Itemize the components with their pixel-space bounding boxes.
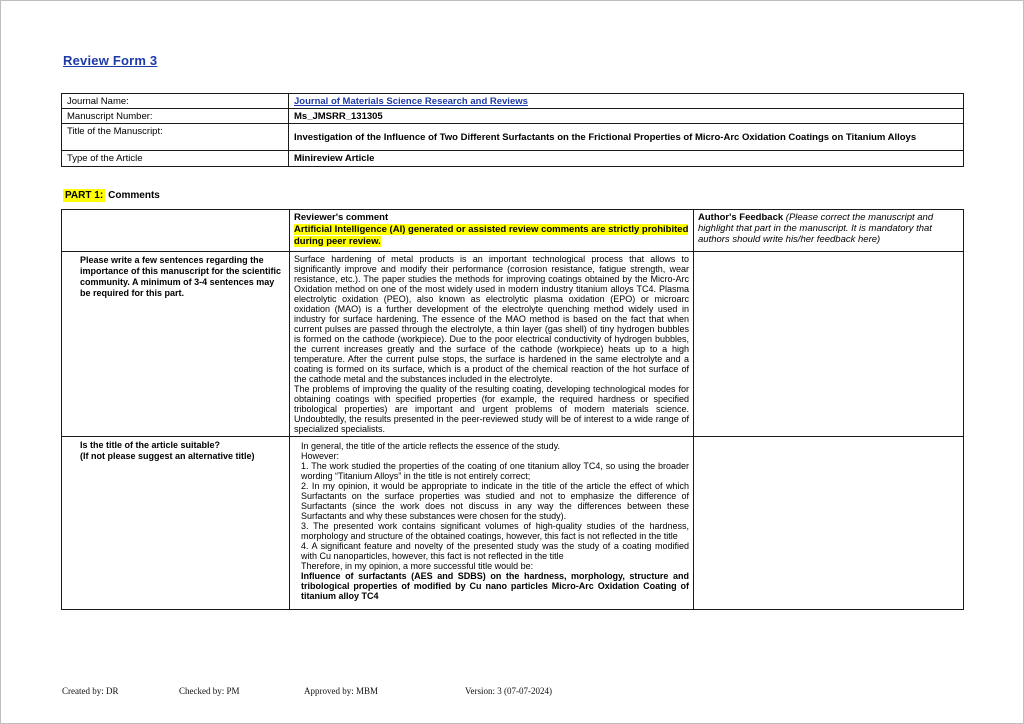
manuscript-number-label: Manuscript Number: [62,109,289,124]
table-header-row [62,210,964,252]
table-row [62,252,964,437]
comment-paragraph: The problems of improving the quality of the resulting coating, developing technological modes for obtaining coatings with specified properties (for example, the required hardness or specified tribological properties) are important and urgent problems of modern materials science. Undoubtedly, the results presented in the peer-reviewed study will be of interest to a wide range of specialized specialists. [294,384,689,434]
author-feedback-cell[interactable] [694,252,964,437]
footer-approved: Approved by: MBM [304,686,378,696]
footer-created: Created by: DR [62,686,119,696]
journal-name-cell [289,94,964,109]
question-line: (If not please suggest an alternative title) [80,451,255,461]
comment-paragraph: 3. The presented work contains significant volumes of high-quality studies of the hardness, morphology and structure of the obtained coatings, however, this fact is not reflected in the title [301,521,689,541]
journal-name-label: Journal Name: [62,94,289,109]
comment-paragraph: Surface hardening of metal products is an important technological process that allows to significantly improve and modify their performance (corrosion resistance, fatigue strength, wear resistance, etc.). The paper studies the methods for improving coatings obtained by the Micro-Arc Oxidation method on one of the most widely used in modern industry titanium alloys TC4. Plasma electrolytic oxidation (PEO), also known as electrolytic plasma oxidation (EPO) or microarc oxidation (MAO) is a further development of the electrolyte quenching method widely used in industry for surface hardening. The essence of the MAO method is based on the fact that when current pulses are passed through the electrolyte, a thin layer (gas shell) of tiny hydrogen bubbles is formed on the cathode (workpiece). Due to the poor electrical conductivity of hydrogen bubbles, the current increases greatly and the surface of the cathode (workpiece) heats up to a high temperature. After the current pulse stops, the surface is hardened in the same electrolyte and a coating is formed on its surface, which is a product of the chemical reaction of the hot surface of the cathode metal and the substances included in the electrolyte. [294,254,689,384]
question-line: Is the title of the article suitable? [80,440,221,450]
author-feedback-note: (Please correct the manuscript and highlight that part in the manuscript. It is mandatory that authors should write his/her feedback here) [698,212,934,245]
suggested-title-paragraph: Influence of surfactants (AES and SDBS) on the hardness, morphology, structure and tribological properties of modified by Cu nano particles Micro-Arc Oxidation Coating of titanium alloy TC4 [301,571,689,601]
comment-paragraph: Therefore, in my opinion, a more successful title would be: [301,561,534,571]
reviewer-comment-header: Reviewer's comment [294,212,389,223]
author-feedback-header: Author's Feedback [698,212,784,223]
comment-paragraph: 4. A significant feature and novelty of the presented study was the study of a coating modified with Cu nanoparticles, however, this fact is not reflected in the title [301,541,689,561]
footer-checked: Checked by: PM [179,686,240,696]
manuscript-number-value: Ms_JMSRR_131305 [289,109,964,124]
comment-paragraph: However: [301,451,340,461]
question-title-suitable [62,437,290,610]
part1-heading [63,190,160,201]
reviewer-comment-title [290,437,694,610]
comment-paragraph: In general, the title of the article reflects the essence of the study. [301,441,560,451]
table-row [62,109,964,124]
footer-version: Version: 3 (07-07-2024) [465,686,552,696]
table-row [62,124,964,151]
journal-name-link[interactable]: Journal of Materials Science Research and Reviews [294,95,528,107]
ai-prohibition-notice: Artificial Intelligence (AI) generated or assisted review comments are strictly prohibited during peer review. [294,223,689,247]
article-type-label: Type of the Article [62,151,289,167]
table-row [62,94,964,109]
header-empty-cell [62,210,290,252]
reviewer-comment-importance [290,252,694,437]
article-type-value: Minireview Article [289,151,964,167]
comment-paragraph: 1. The work studied the properties of the coating of one titanium alloy TC4, so using the broader wording “Titanium Alloys” in the title is not entirely correct; [301,461,689,481]
reviewer-comment-header-cell [290,210,694,252]
author-feedback-cell[interactable] [694,437,964,610]
author-feedback-header-cell [694,210,964,252]
page-title: Review Form 3 [63,53,158,68]
comments-table [61,209,964,610]
table-row [62,437,964,610]
question-importance: Please write a few sentences regarding the importance of this manuscript for the scientific community. A minimum of 3-4 sentences may be required for this part. [62,252,290,437]
table-row [62,151,964,167]
page-footer [1,686,1024,700]
comment-paragraph: 2. In my opinion, it would be appropriate to indicate in the title of the article the effect of which Surfactants on the surface properties was studied and not to emphasize the difference of Surfactants (since the work does not discuss in any way the differences between these Surfactants and why these substances were chosen for the study). [301,481,689,521]
part1-highlight: PART 1: [65,190,104,201]
manuscript-title-label: Title of the Manuscript: [62,124,289,151]
manuscript-title-value: Investigation of the Influence of Two Different Surfactants on the Frictional Properties of Micro-Arc Oxidation Coatings on Titanium Alloys [289,124,964,151]
part1-label: Comments [108,190,160,201]
manuscript-info-table [61,93,964,167]
